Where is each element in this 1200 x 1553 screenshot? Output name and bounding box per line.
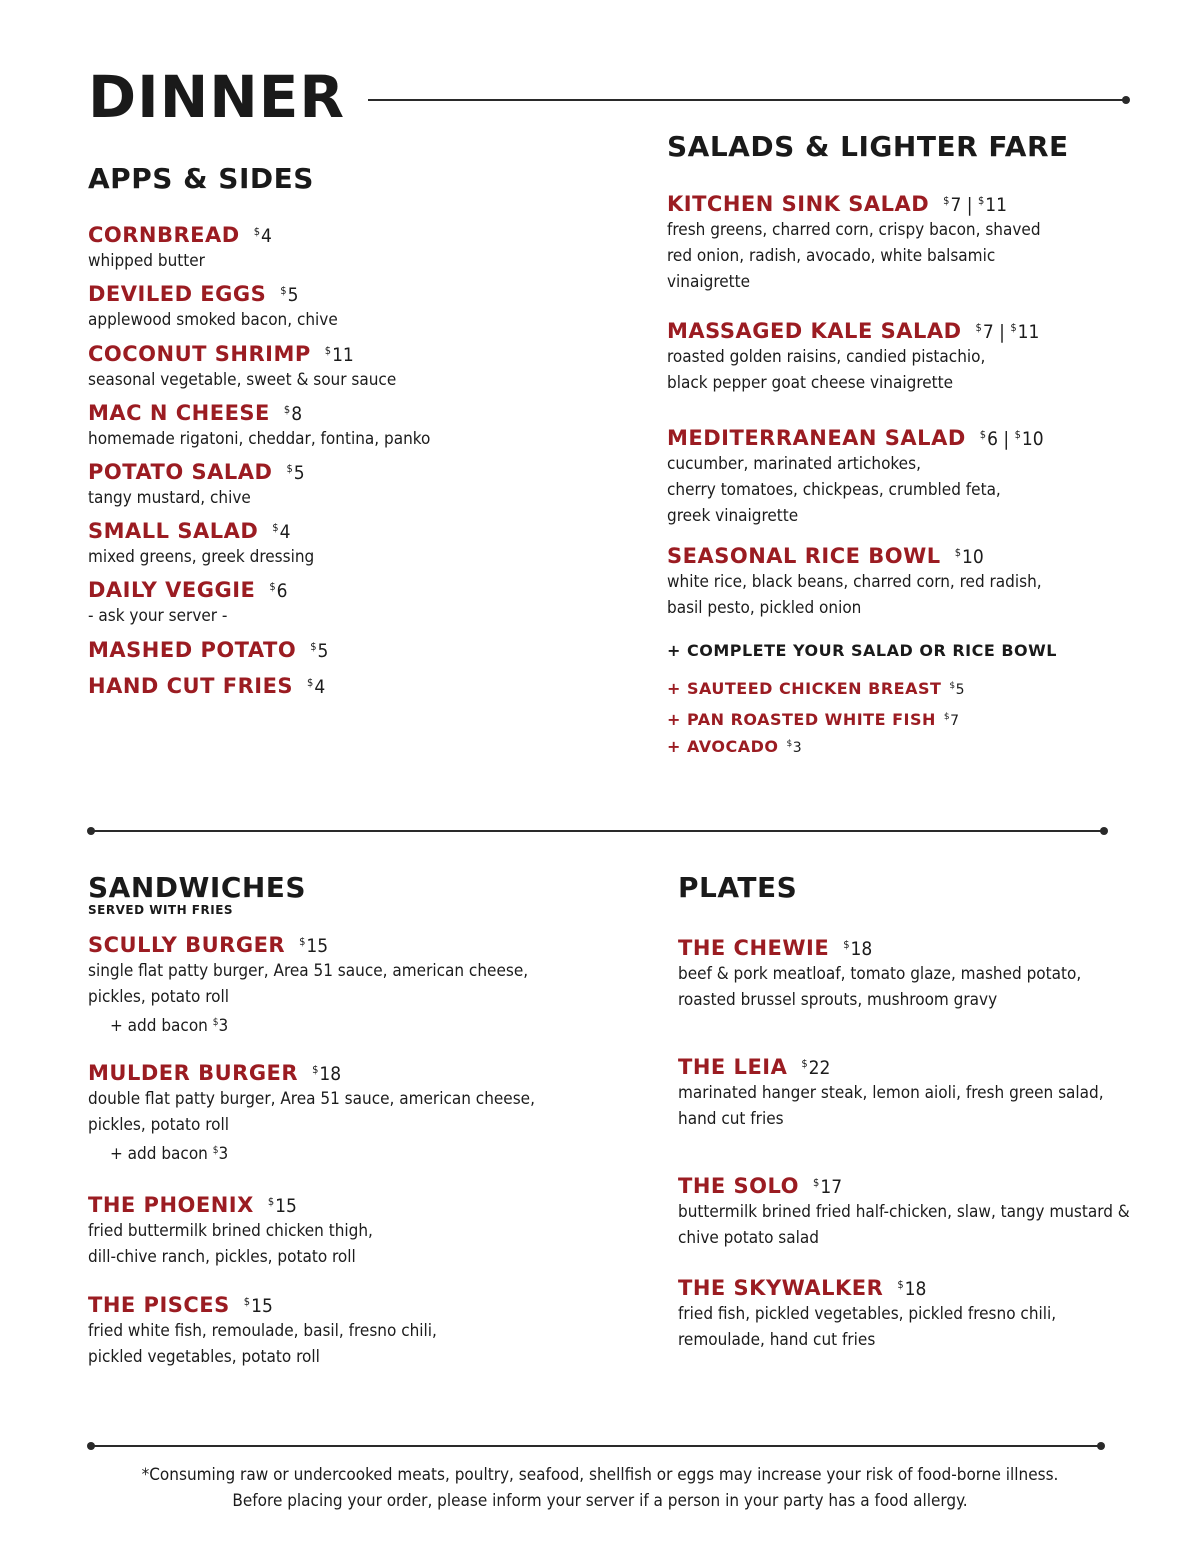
currency-symbol: $ — [307, 676, 314, 689]
item-price — [307, 676, 325, 698]
title-divider — [368, 99, 1126, 101]
item-price — [287, 462, 305, 484]
menu-item — [678, 1054, 1104, 1132]
menu-item-name: CORNBREAD — [88, 223, 240, 247]
sandwiches-heading: SANDWICHES — [88, 871, 307, 904]
menu-item-description: seasonal vegetable, sweet & sour sauce — [88, 370, 397, 390]
complete-your-salad-label: + COMPLETE YOUR SALAD OR RICE BOWL — [667, 641, 1057, 660]
menu-item — [88, 459, 305, 511]
menu-item — [678, 1173, 1130, 1251]
currency-symbol: $ — [212, 1017, 219, 1028]
menu-item-description: white rice, black beans, charred corn, red radish, — [667, 572, 1042, 592]
menu-item-header — [88, 637, 328, 663]
price-value: 7 — [950, 194, 962, 216]
footnote-line-1: *Consuming raw or undercooked meats, poultry, seafood, shellfish or eggs may increase your risk of food-borne illness. — [141, 1465, 1059, 1485]
price-separator: | — [997, 428, 1015, 450]
salad-addon-price — [944, 713, 960, 729]
menu-item-description: buttermilk brined fried half-chicken, slaw, tangy mustard & — [678, 1202, 1130, 1222]
allergy-footnote — [0, 1462, 1200, 1514]
price-value: 8 — [291, 403, 303, 425]
price-value: 4 — [279, 521, 291, 543]
item-price — [268, 1195, 297, 1217]
item-price — [976, 321, 1040, 343]
currency-symbol: $ — [977, 194, 985, 207]
price-value: 22 — [808, 1057, 831, 1079]
currency-symbol: $ — [943, 712, 951, 722]
item-price — [310, 640, 328, 662]
menu-item-description: fried buttermilk brined chicken thigh, — [88, 1221, 373, 1241]
currency-symbol: $ — [954, 546, 961, 559]
menu-item-header — [667, 318, 1039, 344]
item-price — [955, 546, 984, 568]
item-price — [897, 1278, 926, 1300]
menu-item-description: double flat patty burger, Area 51 sauce, american cheese, — [88, 1089, 535, 1109]
item-price — [299, 935, 328, 957]
menu-item-description: fried white fish, remoulade, basil, fresno chili, — [88, 1321, 437, 1341]
menu-item-description: red onion, radish, avocado, white balsamic — [667, 246, 996, 266]
menu-item — [678, 1275, 1056, 1353]
menu-item-name: MAC N CHEESE — [88, 401, 270, 425]
currency-symbol: $ — [1014, 428, 1021, 441]
price-value: 3 — [792, 740, 803, 756]
menu-item-name: MEDITERRANEAN SALAD — [667, 426, 966, 450]
menu-item — [667, 318, 1039, 396]
menu-item — [88, 400, 430, 452]
menu-item-header — [88, 577, 288, 603]
menu-item-description: beef & pork meatloaf, tomato glaze, mashed potato, — [678, 964, 1082, 984]
price-value: 6 — [987, 428, 998, 450]
salad-addon-item — [667, 679, 965, 698]
menu-item-header — [678, 1173, 1130, 1199]
menu-item — [667, 425, 1044, 529]
price-separator: | — [993, 321, 1011, 343]
item-price — [269, 580, 287, 602]
price-separator: | — [961, 194, 978, 216]
menu-item — [667, 543, 1042, 621]
menu-item-name: DAILY VEGGIE — [88, 578, 256, 602]
menu-item-description: fried fish, pickled vegetables, pickled fresno chili, — [678, 1304, 1057, 1324]
currency-symbol: $ — [979, 428, 987, 441]
menu-item-name: THE SOLO — [678, 1174, 800, 1198]
price-value: 7 — [950, 713, 960, 729]
menu-item-name: DEVILED EGGS — [88, 282, 267, 306]
section-divider-middle — [91, 830, 1104, 832]
menu-item-header — [88, 341, 396, 367]
menu-item-name: HAND CUT FRIES — [88, 674, 294, 698]
currency-symbol: $ — [299, 935, 306, 948]
item-price — [244, 1295, 273, 1317]
item-price — [284, 403, 302, 425]
item-price — [312, 1063, 341, 1085]
menu-item-description: homemade rigatoni, cheddar, fontina, panko — [88, 429, 431, 449]
salad-addon-name: + PAN ROASTED WHITE FISH — [667, 710, 936, 729]
price-value: 5 — [293, 462, 305, 484]
price-value: 5 — [287, 284, 299, 306]
menu-item-header — [667, 191, 1041, 217]
menu-item-header — [88, 673, 325, 699]
menu-item-description: tangy mustard, chive — [88, 488, 251, 508]
price-value: 7 — [982, 321, 994, 343]
sandwiches-subheading: SERVED WITH FRIES — [88, 903, 234, 917]
menu-item-header — [88, 222, 272, 248]
menu-item — [88, 222, 272, 274]
menu-item — [88, 1292, 437, 1370]
currency-symbol: $ — [975, 321, 982, 334]
item-price — [980, 428, 1044, 450]
currency-symbol: $ — [212, 1145, 219, 1156]
item-price — [272, 521, 290, 543]
menu-item-header — [88, 459, 305, 485]
menu-item-description: pickles, potato roll — [88, 1115, 229, 1135]
price-value: 4 — [314, 676, 326, 698]
menu-item-description: - ask your server - — [88, 606, 228, 626]
price-value: 5 — [955, 682, 966, 698]
menu-item-header — [88, 518, 314, 544]
menu-item-name: MASHED POTATO — [88, 638, 297, 662]
currency-symbol: $ — [843, 938, 850, 951]
menu-item — [88, 673, 325, 699]
menu-item-name: SCULLY BURGER — [88, 933, 286, 957]
price-value: 5 — [317, 640, 329, 662]
currency-symbol: $ — [897, 1278, 904, 1291]
menu-item-description: chive potato salad — [678, 1228, 819, 1248]
menu-item — [667, 191, 1041, 295]
item-price — [813, 1176, 842, 1198]
salad-addon-price — [786, 740, 802, 756]
addon-label: + add bacon — [110, 1144, 208, 1164]
menu-item-description: single flat patty burger, Area 51 sauce, american cheese, — [88, 961, 529, 981]
menu-item — [88, 281, 338, 333]
menu-item-header — [667, 425, 1044, 451]
menu-item — [88, 637, 328, 663]
currency-symbol: $ — [324, 344, 332, 357]
menu-item-description: applewood smoked bacon, chive — [88, 310, 338, 330]
menu-item-name: SEASONAL RICE BOWL — [667, 544, 941, 568]
menu-item-header — [678, 935, 1081, 961]
currency-symbol: $ — [310, 640, 317, 653]
menu-item-description: hand cut fries — [678, 1109, 784, 1129]
currency-symbol: $ — [943, 194, 950, 207]
menu-item-addon — [88, 1138, 535, 1167]
currency-symbol: $ — [283, 403, 291, 416]
currency-symbol: $ — [280, 284, 287, 297]
sandwiches-header — [88, 871, 306, 917]
salad-addon-name: + AVOCADO — [667, 737, 779, 756]
menu-item-header — [667, 543, 1042, 569]
menu-item-header — [88, 281, 338, 307]
price-value: 15 — [306, 935, 329, 957]
item-price — [280, 284, 298, 306]
currency-symbol: $ — [286, 462, 293, 475]
menu-item — [88, 577, 288, 629]
menu-item-name: POTATO SALAD — [88, 460, 273, 484]
menu-item-description: mixed greens, greek dressing — [88, 547, 315, 567]
menu-item-name: KITCHEN SINK SALAD — [667, 192, 930, 216]
menu-item-name: COCONUT SHRIMP — [88, 342, 311, 366]
menu-item-description: greek vinaigrette — [667, 506, 799, 526]
salad-addon-price — [949, 682, 965, 698]
currency-symbol: $ — [949, 681, 956, 691]
menu-item-description: pickled vegetables, potato roll — [88, 1347, 320, 1367]
menu-item-description: remoulade, hand cut fries — [678, 1330, 876, 1350]
addon-price: 3 — [218, 1016, 229, 1036]
menu-item-name: THE CHEWIE — [678, 936, 830, 960]
footnote-line-2: Before placing your order, please inform your server if a person in your party has a food allergy. — [232, 1491, 968, 1511]
price-value: 18 — [904, 1278, 927, 1300]
menu-item-description: basil pesto, pickled onion — [667, 598, 862, 618]
currency-symbol: $ — [813, 1176, 820, 1189]
menu-item-name: MULDER BURGER — [88, 1061, 299, 1085]
price-value: 15 — [275, 1195, 297, 1217]
menu-item — [88, 1192, 373, 1270]
item-price — [254, 225, 272, 247]
price-value: 18 — [850, 938, 873, 960]
salad-addon-item — [667, 737, 802, 756]
currency-symbol: $ — [312, 1063, 319, 1076]
menu-item-description: cucumber, marinated artichokes, — [667, 454, 921, 474]
menu-item — [88, 1060, 535, 1167]
currency-symbol: $ — [269, 580, 276, 593]
menu-item-name: THE LEIA — [678, 1055, 788, 1079]
menu-item — [88, 518, 314, 570]
salad-addon-name: + SAUTEED CHICKEN BREAST — [667, 679, 942, 698]
currency-symbol: $ — [786, 739, 793, 749]
section-divider-bottom — [91, 1445, 1101, 1447]
salads-heading: SALADS & LIGHTER FARE — [667, 130, 1069, 163]
menu-item — [678, 935, 1081, 1013]
menu-item-name: THE PISCES — [88, 1293, 230, 1317]
currency-symbol: $ — [272, 521, 279, 534]
menu-item — [88, 932, 528, 1039]
apps-sides-heading: APPS & SIDES — [88, 162, 314, 195]
menu-item-description: whipped butter — [88, 251, 205, 271]
menu-item-description: dill-chive ranch, pickles, potato roll — [88, 1247, 356, 1267]
price-value-large: 11 — [1017, 321, 1040, 343]
currency-symbol: $ — [253, 225, 261, 238]
price-value: 11 — [332, 344, 354, 366]
menu-item-header — [88, 400, 430, 426]
currency-symbol: $ — [801, 1057, 808, 1070]
salad-addon-item — [667, 710, 960, 729]
price-value-large: 11 — [985, 194, 1008, 216]
currency-symbol: $ — [243, 1295, 251, 1308]
page-title: DINNER — [88, 63, 346, 131]
currency-symbol: $ — [1010, 321, 1017, 334]
menu-item-description: black pepper goat cheese vinaigrette — [667, 373, 954, 393]
menu-item-header — [88, 1192, 373, 1218]
price-value: 17 — [820, 1176, 843, 1198]
menu-item-header — [88, 1060, 535, 1086]
menu-item-addon — [88, 1010, 528, 1039]
price-value: 15 — [251, 1295, 273, 1317]
item-price — [325, 344, 354, 366]
menu-item-description: marinated hanger steak, lemon aioli, fresh green salad, — [678, 1083, 1104, 1103]
menu-item-name: MASSAGED KALE SALAD — [667, 319, 962, 343]
menu-item-description: vinaigrette — [667, 272, 751, 292]
menu-item-header — [88, 1292, 437, 1318]
price-value: 4 — [261, 225, 272, 247]
menu-item-name: THE PHOENIX — [88, 1193, 254, 1217]
menu-item-header — [678, 1275, 1056, 1301]
menu-item-description: roasted brussel sprouts, mushroom gravy — [678, 990, 998, 1010]
price-value: 6 — [276, 580, 288, 602]
menu-item-description: cherry tomatoes, chickpeas, crumbled feta, — [667, 480, 1001, 500]
menu-item-description: roasted golden raisins, candied pistachio, — [667, 347, 986, 367]
menu-item-header — [88, 932, 528, 958]
price-value: 10 — [961, 546, 984, 568]
price-value: 18 — [319, 1063, 342, 1085]
item-price — [943, 194, 1007, 216]
menu-item-description: fresh greens, charred corn, crispy bacon, shaved — [667, 220, 1041, 240]
item-price — [843, 938, 872, 960]
addon-label: + add bacon — [110, 1016, 208, 1036]
menu-item — [88, 341, 396, 393]
item-price — [801, 1057, 830, 1079]
menu-item-description: pickles, potato roll — [88, 987, 229, 1007]
plates-heading: PLATES — [678, 871, 798, 904]
currency-symbol: $ — [267, 1195, 275, 1208]
price-value-large: 10 — [1021, 428, 1044, 450]
addon-price: 3 — [218, 1144, 229, 1164]
menu-item-name: THE SKYWALKER — [678, 1276, 884, 1300]
menu-item-name: SMALL SALAD — [88, 519, 259, 543]
menu-item-header — [678, 1054, 1104, 1080]
